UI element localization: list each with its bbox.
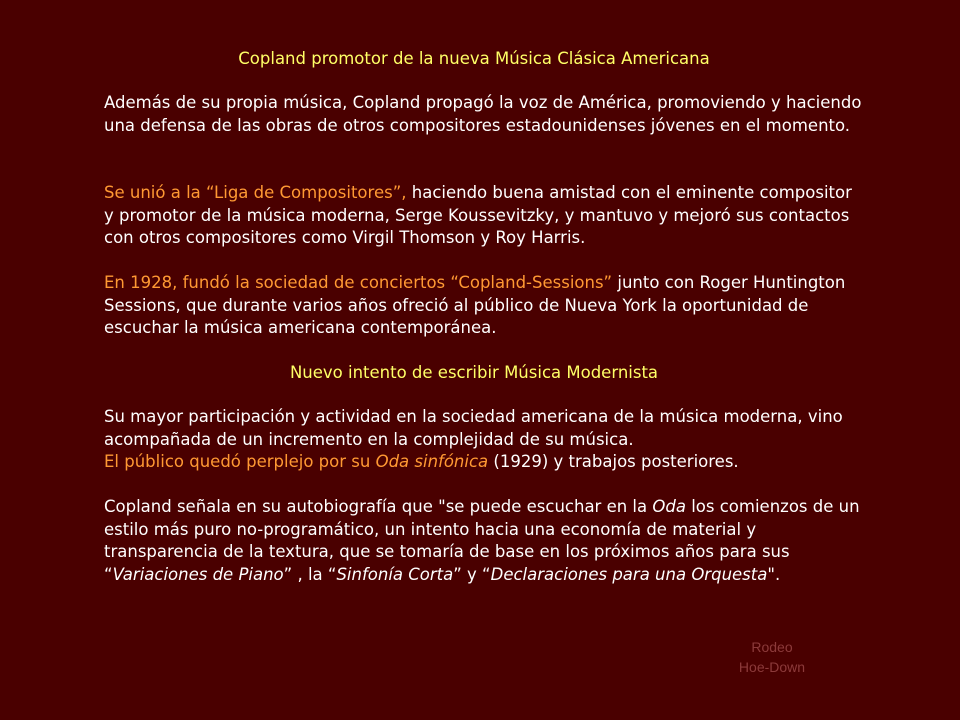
italic-declaraciones: Declaraciones para una Orquesta [490,564,768,584]
italic-oda-sinfonica: Oda sinfónica [375,452,489,471]
music-link-line-2[interactable]: Hoe-Down [738,659,806,675]
highlight-publico-a: El público quedó perplejo por su [104,452,376,471]
music-link-rodeo-hoe-down[interactable] [720,637,824,677]
paragraph-propaganda: Además de su propia música, Copland propagó la voz de América, promoviendo y haciendo una defensa de las obras de otros compositores estadounidenses jóvenes en el momento. [104,93,862,135]
autobiografia-text-1: Copland señala en su autobiografía que "se puede escuchar en la [104,497,653,516]
italic-variaciones: Variaciones de Piano [112,564,284,584]
section-title-copland-promotor: Copland promotor de la nueva Música Clásica Americana [238,49,710,68]
autobiografia-text-4: ” y “ [453,564,491,584]
autobiografia-text-5: ". [767,564,781,584]
paragraph-participacion [104,406,864,474]
autobiografia-text-3: ” , la “ [283,564,337,584]
section-title-modernista: Nuevo intento de escribir Música Modernista [289,363,659,382]
paragraph-sessions-rest: junto con Roger Huntington Sessions, que durante varios años ofreció al público de Nueva York la oportunidad de escuchar la música americana contemporánea. [104,273,846,337]
paragraph-autobiografia [104,496,864,586]
paragraph-participacion-text: Su mayor participación y actividad en la sociedad americana de la música moderna, vino acompañada de un incremento en la complejidad de su música. [104,407,843,449]
autobiografia-text-2: los comienzos de un estilo más puro no-programático, un intento hacia una economía de material y transparencia de la textura, que se tomaría de base en los próximos años para sus “ [104,497,860,584]
highlight-sessions: En 1928, fundó la sociedad de conciertos “Copland-Sessions” [104,273,613,292]
italic-oda: Oda [652,497,686,516]
paragraph-liga-rest: haciendo buena amistad con el eminente compositor y promotor de la música moderna, Serge Koussevitzky, y mantuvo y mejoró sus contactos con otros compositores como Virgil Thomson y Roy Harris. [104,183,852,247]
music-link-line-1[interactable]: Rodeo [751,639,793,655]
paragraph-liga-compositores [104,182,864,250]
paragraph-copland-sessions [104,272,864,340]
highlight-publico-b: (1929) y trabajos posteriores. [488,452,739,471]
highlight-liga: Se unió a la “Liga de Compositores”, [104,183,407,202]
italic-sinfonia-corta: Sinfonía Corta [336,564,454,584]
